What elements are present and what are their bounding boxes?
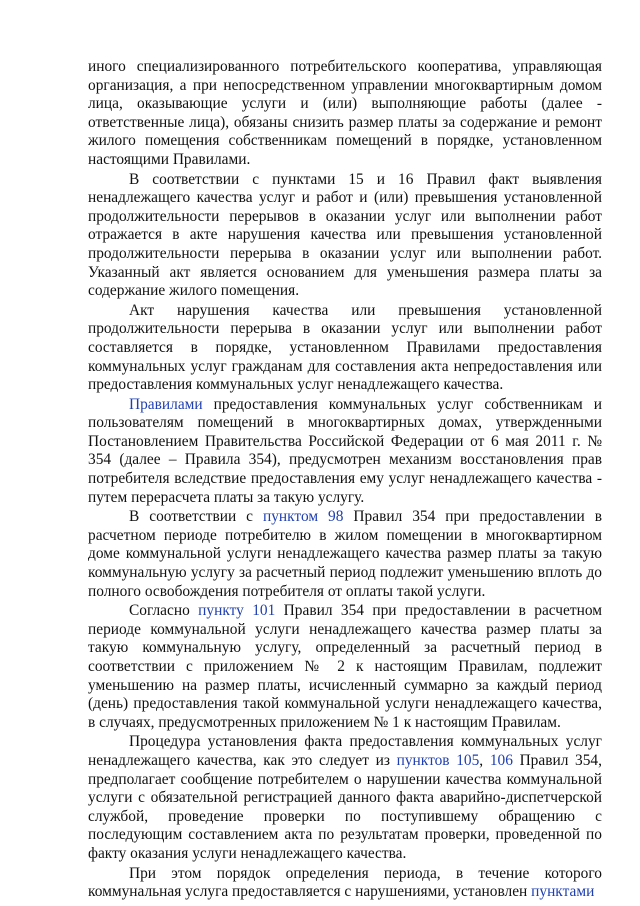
legal-reference-link[interactable]: пунктом 98	[262, 508, 344, 526]
paragraph-text: Процедура установления факта предоставления коммунальных услуг ненадлежащего качества, как это следует из	[88, 733, 602, 769]
legal-reference-link[interactable]: пункту 101	[198, 602, 276, 620]
paragraph-text: В соответствии с пунктами 15 и 16 Правил факт выявления ненадлежащего качества услуг и работ и (или) превышения установленной продолжительности перерывов в оказании услуг или выполнении работ отражается в акте нарушения качества или превышения установленной продолжительности перерыва в оказании услуг или выполнении работ. Указанный акт является основанием для уменьшения размера платы за содержание жилого помещения.	[88, 170, 602, 300]
paragraph-text: Правил 354 при предоставлении в расчетном периоде коммунальной услуги ненадлежащего качества размер платы за такую коммунальную услугу, определенный за расчетный период в соответствии с приложением № 2 к настоящим Правилам, подлежит уменьшению на размер платы, исчисленный суммарно за каждый период (день) предоставления такой коммунальной услуги ненадлежащего качества, в случаях, предусмотренных приложением № 1 к настоящим Правилам.	[88, 602, 602, 731]
paragraph-text: В соответствии с	[129, 508, 263, 526]
paragraph-text: иного специализированного потребительского кооператива, управляющая организация, а при непосредственном управлении многоквартирным домом лица, оказывающие услуги и (или) выполняющие работы (далее - ответственные лица), обязаны снизить размер платы за содержание и ремонт жилого помещения собственникам помещений в порядке, установленном настоящими Правилами.	[88, 58, 602, 168]
paragraph	[88, 302, 602, 395]
paragraph	[88, 508, 602, 601]
paragraph-text: Правил 354, предполагает сообщение потребителем о нарушении качества коммунальной услуги с обязательной регистрацией данного факта аварийно-диспетчерской службой, проведение проверки по поступившему обращению с последующим составлением акта по результатам проверки, проведенной по факту оказания услуги ненадлежащего качества.	[88, 751, 602, 862]
legal-reference-link[interactable]: Правилами	[129, 395, 203, 413]
paragraph-text: ,	[479, 751, 490, 769]
paragraph	[88, 602, 602, 732]
legal-reference-link[interactable]: 106	[489, 751, 513, 769]
paragraph-text: предоставления коммунальных услуг собственникам и пользователям помещений в многоквартирных домах, утвержденными Постановлением Правительства Российской Федерации от 6 мая 2011 г. № 354 (далее – Правила 354), предусмотрен механизм восстановления прав потребителя вследствие предоставления ему услуг ненадлежащего качества - путем перерасчета платы за такую услугу.	[88, 395, 602, 506]
paragraph-text: Правил 354 при предоставлении в расчетном периоде потребителю в жилом помещении в многоквартирном доме коммунальной услуги ненадлежащего качества размер платы за такую коммунальную услугу за расчетный период подлежит уменьшению вплоть до полного освобождения потребителя от оплаты такой услуги.	[88, 508, 602, 600]
paragraph	[88, 58, 602, 170]
paragraph	[88, 733, 602, 863]
paragraph-text: При этом порядок определения периода, в течение которого коммунальная услуга предоставляется с нарушениями, установлен	[88, 864, 602, 901]
paragraph-text: Согласно	[129, 602, 199, 620]
document-body	[88, 58, 602, 902]
legal-reference-link[interactable]: пунктами	[531, 883, 595, 901]
paragraph	[88, 865, 602, 902]
paragraph-text: Акт нарушения качества или превышения установленной продолжительности перерыва в оказании услуг или выполнении работ составляется в порядке, установленном Правилами предоставления коммунальных услуг гражданам для составления акта непредоставления или предоставления коммунальных услуг ненадлежащего качества.	[88, 301, 602, 394]
paragraph	[88, 396, 602, 508]
legal-reference-link[interactable]: пунктов 105	[396, 751, 480, 769]
paragraph	[88, 171, 602, 301]
